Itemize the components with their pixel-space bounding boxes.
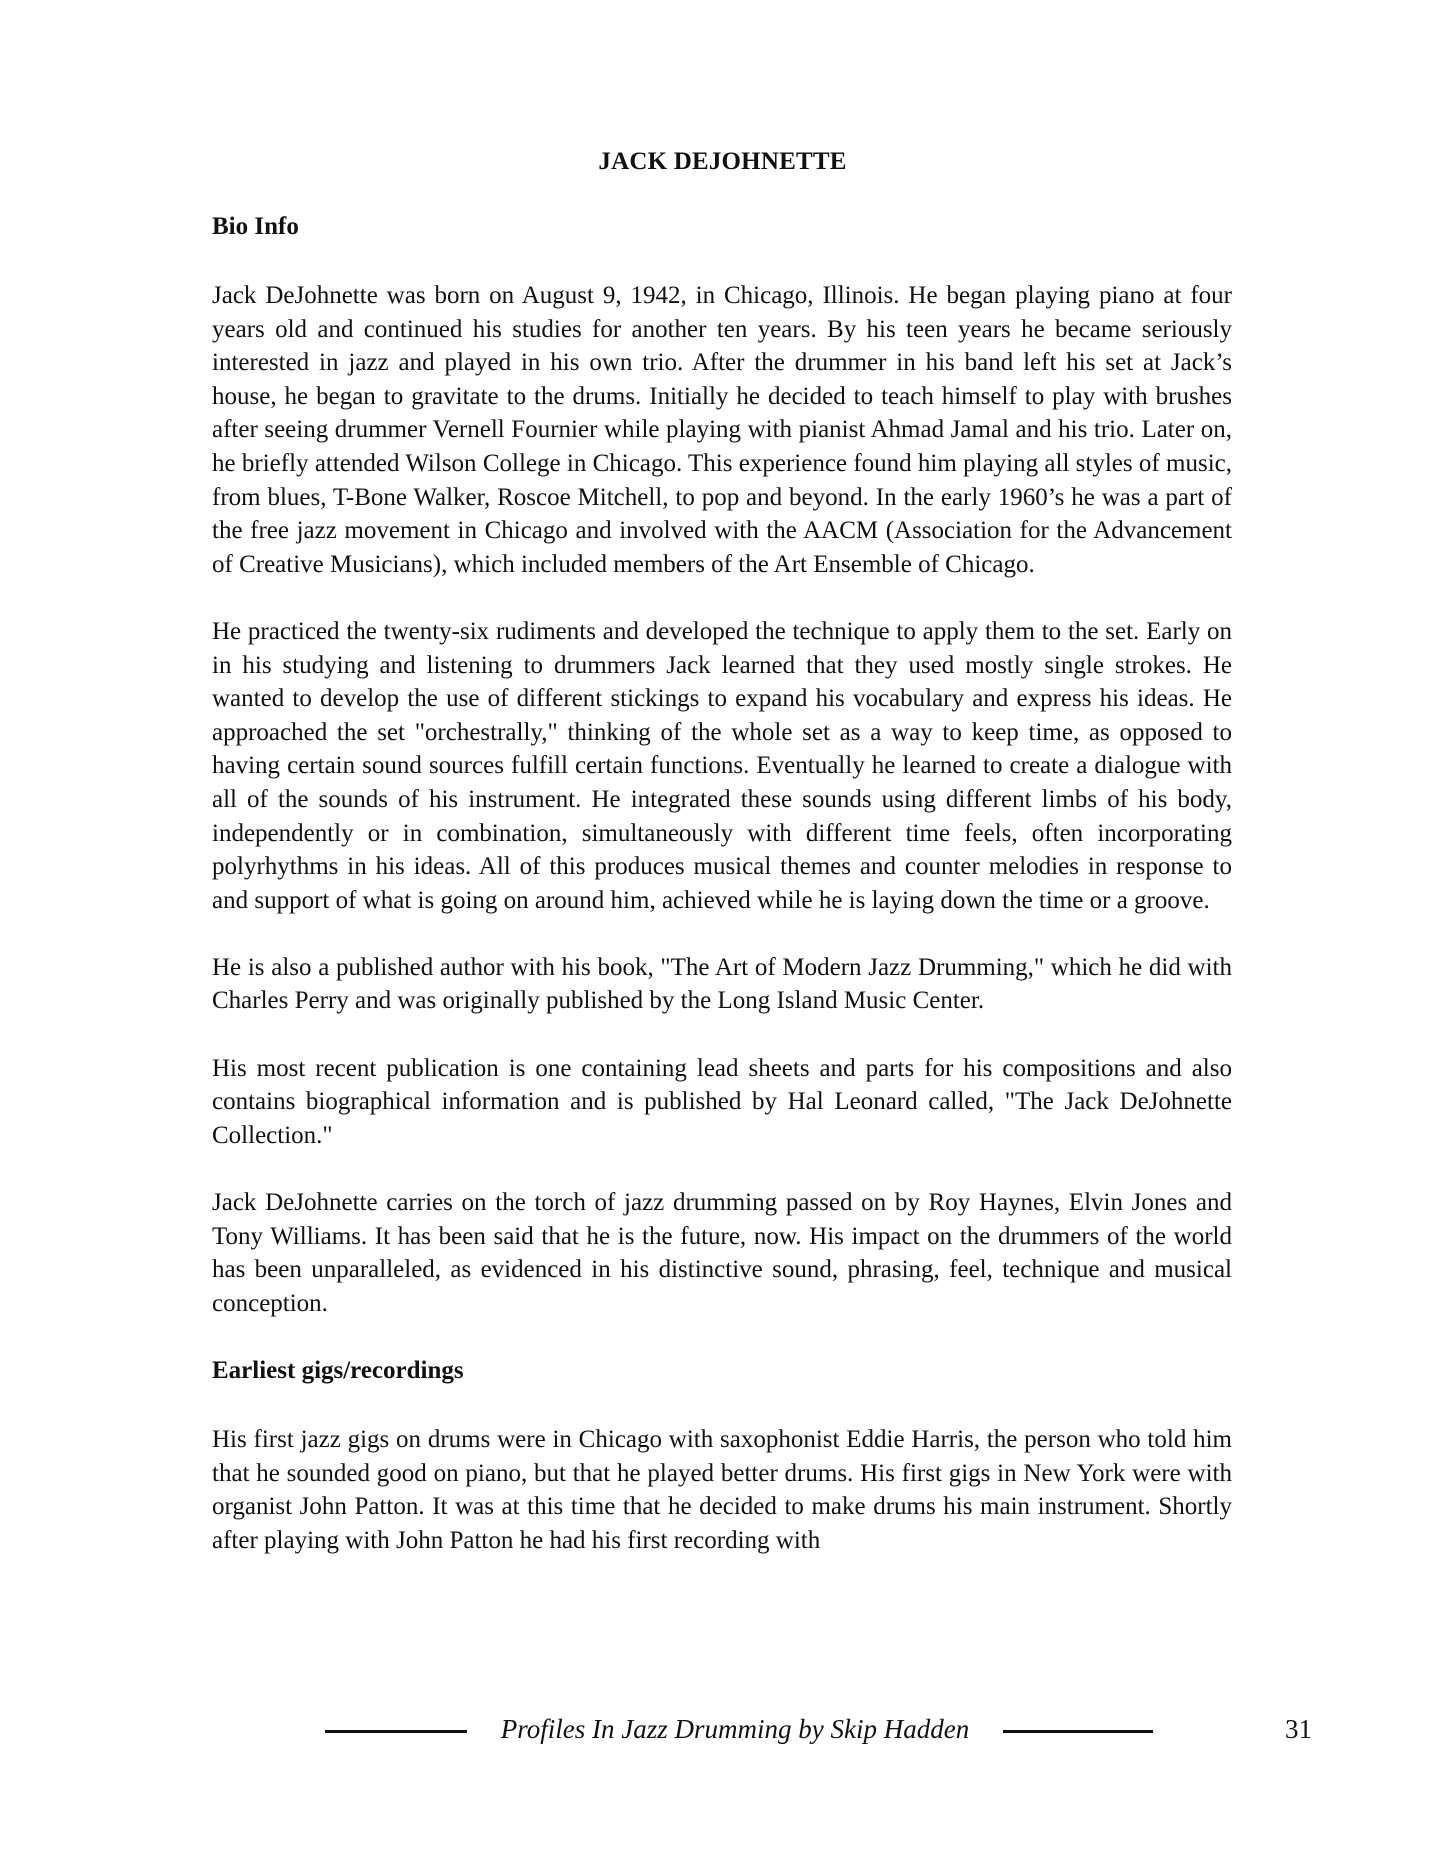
section-heading-bio-info: Bio Info xyxy=(212,213,299,240)
paragraph: His most recent publication is one containing lead sheets and parts for his compositions and also contains biographical information and is published by Hal Leonard called, "The Jack DeJohnette Collection." xyxy=(212,1054,1232,1149)
page-number: 31 xyxy=(1285,1714,1312,1744)
body-text xyxy=(212,210,1232,1591)
paragraph: He practiced the twenty-six rudiments and developed the technique to apply them to the set. Early on in his studying and listening to drummers Jack learned that they used mostly single strokes. He wanted to develop the use of different stickings to expand his vocabulary and express his ideas. He approached the set "orchestrally," thinking of the whole set as a way to keep time, as opposed to having certain sound sources fulfill certain functions. Eventually he learned to create a dialogue with all of the sounds of his instrument. He integrated these sounds using different limbs of his body, independently or in combination, simultaneously with different time feels, often incorporating polyrhythms in his ideas. All of this produces musical themes and counter melodies in response to and support of what is going on around him, achieved while he is laying down the time or a groove. xyxy=(212,617,1232,914)
footer-rule-left xyxy=(325,1730,467,1733)
page-footer xyxy=(0,1714,1445,1754)
paragraph: Jack DeJohnette carries on the torch of jazz drumming passed on by Roy Haynes, Elvin Jones and Tony Williams. It has been said that he is the future, now. His impact on the drummers of the world has been unparalleled, as evidenced in his distinctive sound, phrasing, feel, technique and musical conception. xyxy=(212,1189,1232,1317)
page-title: JACK DEJOHNETTE xyxy=(598,148,847,175)
footer-running-title: Profiles In Jazz Drumming by Skip Hadden xyxy=(500,1714,970,1744)
section-heading-earliest-gigs: Earliest gigs/recordings xyxy=(212,1357,464,1384)
paragraph: His first jazz gigs on drums were in Chicago with saxophonist Eddie Harris, the person who told him that he sounded good on piano, but that he played better drums. His first gigs in New York were with organist John Patton. It was at this time that he decided to make drums his main instrument. Shortly after playing with John Patton he had his first recording with xyxy=(212,1426,1232,1554)
paragraph: He is also a published author with his book, "The Art of Modern Jazz Drumming," which he did with Charles Perry and was originally published by the Long Island Music Center. xyxy=(212,953,1232,1015)
footer-rule-right xyxy=(1003,1730,1153,1733)
paragraph: Jack DeJohnette was born on August 9, 1942, in Chicago, Illinois. He began playing piano at four years old and continued his studies for another ten years. By his teen years he became seriously interested in jazz and played in his own trio. After the drummer in his band left his set at Jack’s house, he began to gravitate to the drums. Initially he decided to teach himself to play with brushes after seeing drummer Vernell Fournier while playing with pianist Ahmad Jamal and his trio. Later on, he briefly attended Wilson College in Chicago. This experience found him playing all styles of music, from blues, T-Bone Walker, Roscoe Mitchell, to pop and beyond. In the early 1960’s he was a part of the free jazz movement in Chicago and involved with the AACM (Association for the Advancement of Creative Musicians), which included members of the Art Ensemble of Chicago. xyxy=(212,282,1232,578)
